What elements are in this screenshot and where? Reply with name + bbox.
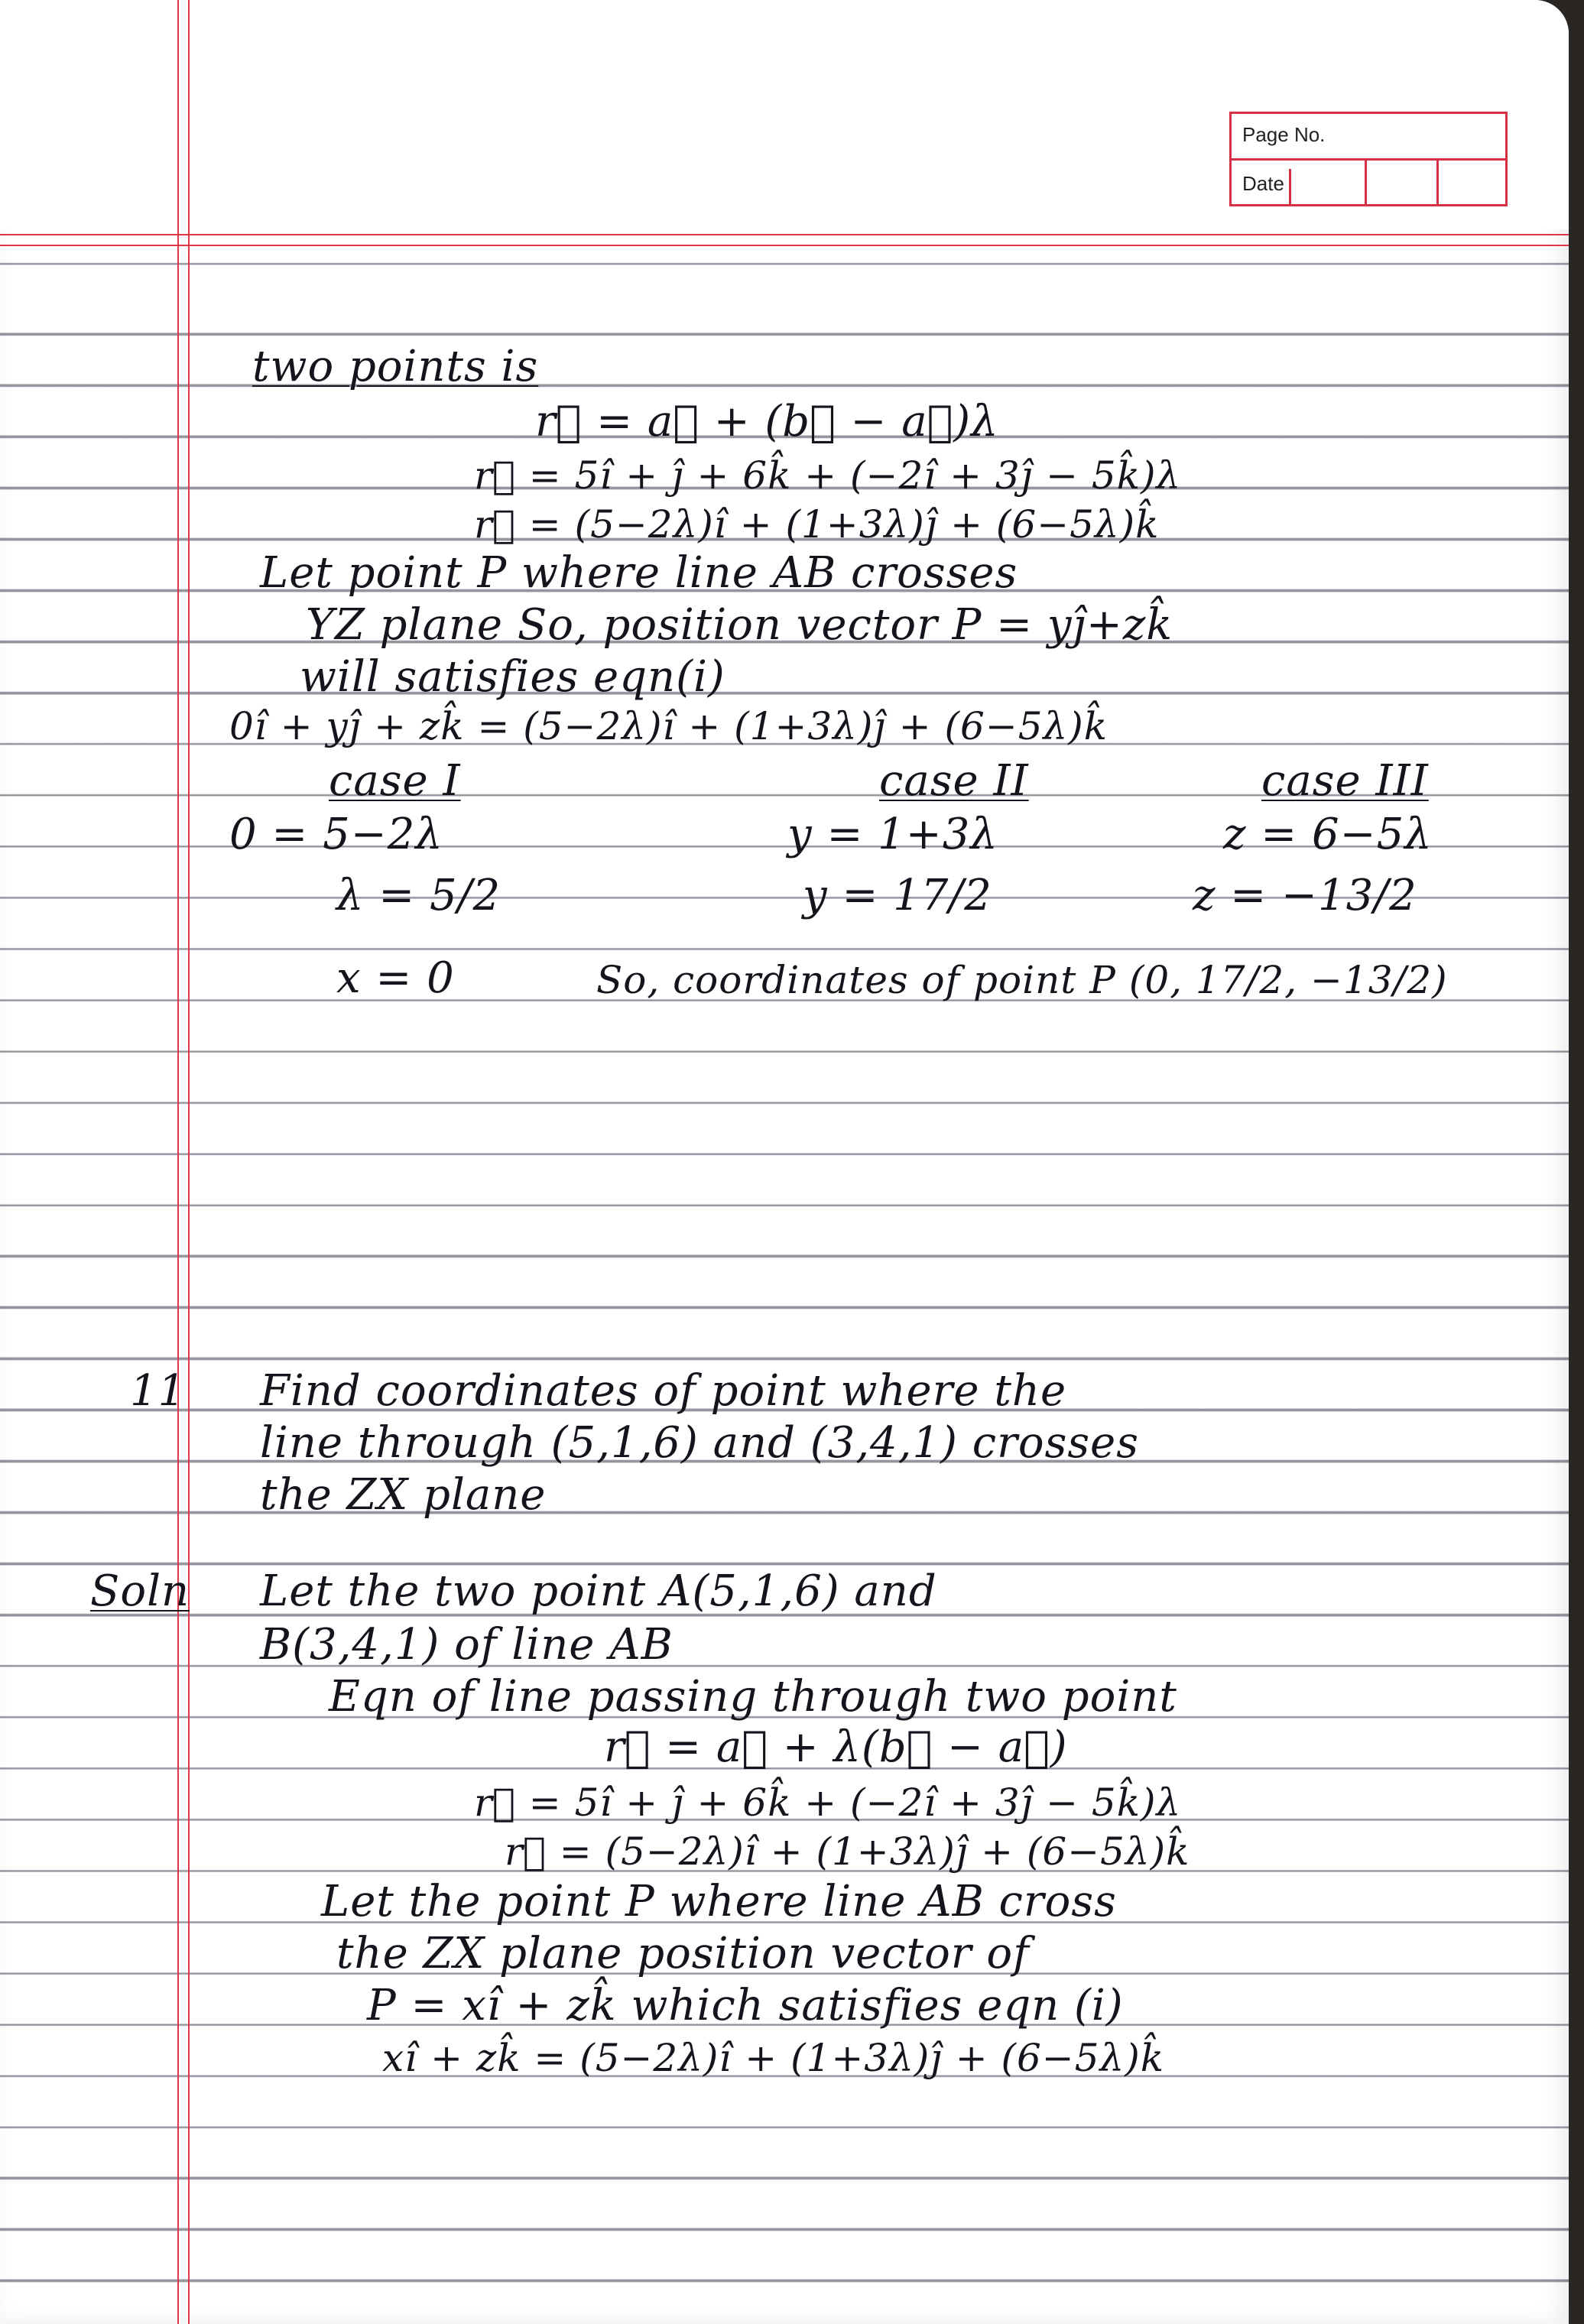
date-label: Date <box>1238 169 1291 206</box>
text-line: YZ plane So, position vector P = yĵ+zk̂ <box>306 600 1173 650</box>
date-cell-divider <box>1436 158 1439 206</box>
page-number-date-box <box>1229 112 1508 206</box>
case-heading: case I <box>329 756 461 806</box>
background-edge <box>1569 0 1584 2324</box>
header-rule-line-2 <box>0 245 1569 246</box>
case-equation: z = 6−5λ <box>1223 810 1433 859</box>
case-heading: case III <box>1261 756 1429 806</box>
solution-line: Eqn of line passing through two point <box>329 1672 1177 1722</box>
equation-line: r⃗ = (5−2λ)î + (1+3λ)ĵ + (6−5λ)k̂ <box>505 1829 1190 1874</box>
question-line: the ZX plane <box>260 1470 547 1520</box>
solution-line: the ZX plane position vector of <box>336 1929 1030 1978</box>
header-rule-line <box>0 234 1569 235</box>
equation-line: 0î + yĵ + zk̂ = (5−2λ)î + (1+3λ)ĵ + (6−5λ)k̂ <box>229 704 1108 748</box>
case-heading: case II <box>879 756 1029 806</box>
equation-line: r⃗ = 5î + ĵ + 6k̂ + (−2î + 3ĵ − 5k̂)λ <box>474 1780 1182 1825</box>
case-equation: 0 = 5−2λ <box>229 810 443 859</box>
equation-line: xî + zk̂ = (5−2λ)î + (1+3λ)ĵ + (6−5λ)k̂ <box>382 2036 1165 2080</box>
question-number: 11 <box>130 1366 187 1416</box>
question-line: line through (5,1,6) and (3,4,1) crosses <box>260 1418 1139 1468</box>
left-margin-line-2 <box>188 0 190 2324</box>
solution-line: P = xî + zk̂ which satisfies eqn (i) <box>367 1981 1124 2030</box>
case-equation: y = 17/2 <box>803 871 992 920</box>
page-no-row <box>1232 114 1505 161</box>
question-line: Find coordinates of point where the <box>260 1366 1067 1416</box>
solution-label: Soln <box>90 1566 190 1616</box>
text-line: will satisfies eqn(i) <box>300 652 725 702</box>
equation-line: r⃗ = (5−2λ)î + (1+3λ)ĵ + (6−5λ)k̂ <box>474 502 1160 547</box>
solution-line: B(3,4,1) of line AB <box>260 1620 674 1670</box>
equation-line: r⃗ = 5î + ĵ + 6k̂ + (−2î + 3ĵ − 5k̂)λ <box>474 453 1182 498</box>
case-equation: z = −13/2 <box>1193 871 1417 920</box>
solution-line: Let the point P where line AB cross <box>321 1877 1117 1926</box>
case-equation: λ = 5/2 <box>336 871 501 920</box>
page-no-label: Page No. <box>1242 123 1326 146</box>
text-line: Let point P where line AB crosses <box>260 548 1018 598</box>
conclusion-line: So, coordinates of point P (0, 17/2, −13/2) <box>596 958 1448 1002</box>
text-line: two points is <box>252 342 539 391</box>
equation-line: r⃗ = a⃗ + (b⃗ − a⃗)λ <box>535 397 999 446</box>
case-equation: y = 1+3λ <box>787 810 998 859</box>
left-margin-line <box>177 0 179 2324</box>
equation-line: r⃗ = a⃗ + λ(b⃗ − a⃗) <box>604 1722 1068 1772</box>
date-cell-divider <box>1365 158 1367 206</box>
solution-line: Let the two point A(5,1,6) and <box>260 1566 937 1616</box>
case-equation: x = 0 <box>336 953 455 1003</box>
